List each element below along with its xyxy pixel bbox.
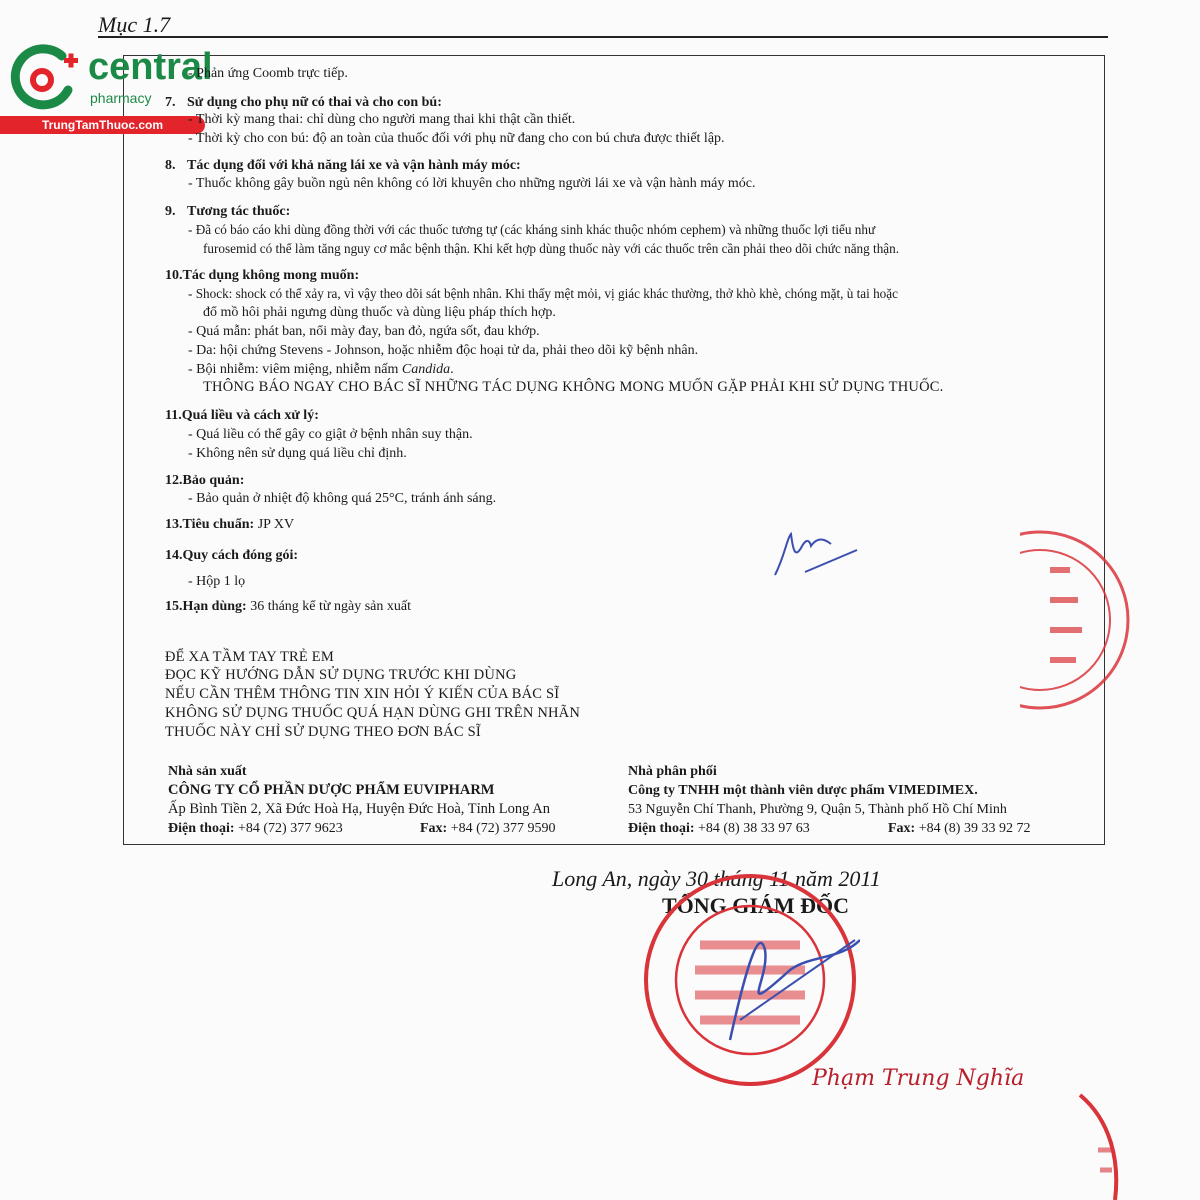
warning-line-1: ĐỂ XA TẦM TAY TRẺ EM bbox=[165, 649, 334, 665]
section-12-item-1: - Bảo quản ở nhiệt độ không quá 25°C, tránh ánh sáng. bbox=[188, 491, 497, 506]
section-13-line bbox=[165, 515, 294, 534]
manufacturer-fax-label: Fax: bbox=[420, 821, 448, 836]
section-10-heading bbox=[165, 266, 359, 285]
section-10-title: Tác dụng không mong muốn: bbox=[182, 268, 360, 283]
section-15-value: 36 tháng kể từ ngày sản xuất bbox=[250, 599, 411, 614]
page-section-label: Mục 1.7 bbox=[98, 12, 171, 37]
distributor-phone: +84 (8) 38 33 97 63 bbox=[698, 821, 810, 836]
logo-sub-text: pharmacy bbox=[90, 90, 152, 106]
section-14-title: Quy cách đóng gói: bbox=[182, 548, 299, 563]
distributor-fax-label: Fax: bbox=[888, 821, 916, 836]
company-seal-icon bbox=[640, 870, 860, 1090]
section-9-item-line-1: - Đã có báo cáo khi dùng đồng thời với các thuốc tương tự (các kháng sinh khác thuộc nhóm cephem) và những thuốc lợi tiểu như bbox=[188, 222, 876, 237]
section-8-title: Tác dụng đối với khả năng lái xe và vận hành máy móc: bbox=[187, 158, 521, 173]
warning-line-2: ĐỌC KỸ HƯỚNG DẪN SỬ DỤNG TRƯỚC KHI DÙNG bbox=[165, 667, 517, 683]
section-7-number: 7. bbox=[165, 95, 176, 110]
section-12-number: 12. bbox=[165, 473, 183, 488]
section-10-allergy: - Quá mẫn: phát ban, nổi mày đay, ban đỏ, ngứa sốt, đau khớp. bbox=[188, 324, 540, 339]
section-8-heading bbox=[165, 156, 521, 175]
section-11-title: Quá liều và cách xử lý: bbox=[181, 408, 319, 423]
corner-stamp-fragment-icon bbox=[1070, 1090, 1130, 1200]
section-10-infection-suffix: . bbox=[450, 362, 454, 377]
section-9-number: 9. bbox=[165, 204, 176, 219]
section-10-notice: THÔNG BÁO NGAY CHO BÁC SĨ NHỮNG TÁC DỤNG KHÔNG MONG MUỐN GẶP PHẢI KHI SỬ DỤNG THUỐC. bbox=[203, 379, 944, 395]
logo-emblem-icon bbox=[10, 38, 90, 118]
line-coomb: - Phản ứng Coomb trực tiếp. bbox=[188, 66, 348, 81]
section-15-line bbox=[165, 597, 411, 616]
section-13-value: JP XV bbox=[257, 517, 295, 532]
section-14-heading bbox=[165, 546, 298, 565]
manufacturer-phone: +84 (72) 377 9623 bbox=[238, 821, 343, 836]
distributor-address: 53 Nguyễn Chí Thanh, Phường 9, Quận 5, Thành phố Hồ Chí Minh bbox=[628, 802, 1007, 817]
section-9-title: Tương tác thuốc: bbox=[187, 204, 291, 219]
initials-signature-icon bbox=[765, 520, 865, 585]
section-11-item-2: - Không nên sử dụng quá liều chỉ định. bbox=[188, 446, 407, 461]
section-15-number: 15. bbox=[165, 599, 183, 614]
manufacturer-phone-row bbox=[168, 819, 343, 838]
section-8-number: 8. bbox=[165, 158, 176, 173]
section-14-item-1: - Hộp 1 lọ bbox=[188, 574, 246, 589]
section-10-skin: - Da: hội chứng Stevens - Johnson, hoặc nhiễm độc hoại tử da, phải theo dõi kỹ bệnh nhân. bbox=[188, 343, 699, 358]
warning-line-4: KHÔNG SỬ DỤNG THUỐC QUÁ HẠN DÙNG GHI TRÊN NHÃN bbox=[165, 705, 581, 721]
logo-site-banner: TrungTamThuoc.com bbox=[0, 116, 205, 134]
section-14-number: 14. bbox=[165, 548, 183, 563]
section-9-heading bbox=[165, 202, 290, 221]
section-8-item-1: - Thuốc không gây buồn ngủ nên không có lời khuyên cho những người lái xe và vận hành máy móc. bbox=[188, 176, 756, 191]
warning-line-5: THUỐC NÀY CHỈ SỬ DỤNG THEO ĐƠN BÁC SĨ bbox=[165, 724, 481, 740]
section-10-infection-italic: Candida bbox=[401, 362, 451, 377]
section-12-heading bbox=[165, 471, 244, 490]
section-11-heading bbox=[165, 406, 319, 425]
manufacturer-name: CÔNG TY CỔ PHẦN DƯỢC PHẨM EUVIPHARM bbox=[168, 782, 495, 798]
distributor-fax-row bbox=[888, 819, 1030, 838]
distributor-fax: +84 (8) 39 33 92 72 bbox=[918, 821, 1031, 836]
distributor-name: Công ty TNHH một thành viên dược phẩm VIMEDIMEX. bbox=[628, 783, 978, 798]
section-10-shock-line-2: đổ mồ hôi phải ngưng dùng thuốc và dùng liệu pháp thích hợp. bbox=[203, 305, 556, 320]
section-10-shock-line-1: - Shock: shock có thể xảy ra, vì vậy theo dõi sát bệnh nhân. Khi thấy mệt mỏi, vị giác khác thường, thở khò khè, chóng mặt, ù tai hoặc bbox=[188, 286, 898, 301]
distributor-phone-label: Điện thoại: bbox=[628, 821, 695, 836]
distributor-label: Nhà phân phối bbox=[628, 764, 717, 779]
section-7-item-2: - Thời kỳ cho con bú: độ an toàn của thuốc đối với phụ nữ đang cho con bú chưa được thiết lập. bbox=[188, 131, 725, 146]
section-13-number: 13. bbox=[165, 517, 183, 532]
section-15-title: Hạn dùng: bbox=[182, 599, 247, 614]
warning-line-3: NẾU CẦN THÊM THÔNG TIN XIN HỎI Ý KIẾN CỦA BÁC SĨ bbox=[165, 686, 560, 702]
header-rule bbox=[98, 36, 1108, 38]
section-7-title: Sử dụng cho phụ nữ có thai và cho con bú: bbox=[187, 95, 442, 110]
place-date: Long An, ngày 30 tháng 11 năm 2011 bbox=[552, 866, 881, 891]
section-12-title: Bảo quản: bbox=[182, 473, 245, 488]
section-13-title: Tiêu chuẩn: bbox=[182, 517, 255, 532]
director-title: TỔNG GIÁM ĐỐC bbox=[662, 893, 849, 918]
side-stamp-fragment-icon bbox=[1020, 515, 1130, 725]
manufacturer-label: Nhà sản xuất bbox=[168, 764, 247, 779]
section-9-item-line-2: furosemid có thể làm tăng nguy cơ mắc bệnh thận. Khi kết hợp dùng thuốc này với các thuốc trên cần phải theo dõi chức năng thận. bbox=[203, 241, 900, 256]
manufacturer-phone-label: Điện thoại: bbox=[168, 821, 235, 836]
section-11-item-1: - Quá liều có thể gây co giật ở bệnh nhân suy thận. bbox=[188, 427, 473, 442]
section-7-item-1: - Thời kỳ mang thai: chỉ dùng cho người mang thai khi thật cần thiết. bbox=[188, 112, 576, 127]
distributor-phone-row bbox=[628, 819, 810, 838]
signer-name: Phạm Trung Nghĩa bbox=[812, 1066, 1025, 1091]
manufacturer-fax-row bbox=[420, 819, 555, 838]
section-10-number: 10. bbox=[165, 268, 183, 283]
manufacturer-address: Ấp Bình Tiền 2, Xã Đức Hoà Hạ, Huyện Đức Hoà, Tỉnh Long An bbox=[168, 801, 550, 817]
logo-brand-text: central bbox=[88, 46, 213, 88]
section-10-infection-prefix: - Bội nhiễm: viêm miệng, nhiễm nấm bbox=[188, 362, 402, 377]
section-11-number: 11. bbox=[165, 408, 182, 423]
manufacturer-fax: +84 (72) 377 9590 bbox=[450, 821, 556, 836]
section-10-infection bbox=[188, 360, 454, 379]
